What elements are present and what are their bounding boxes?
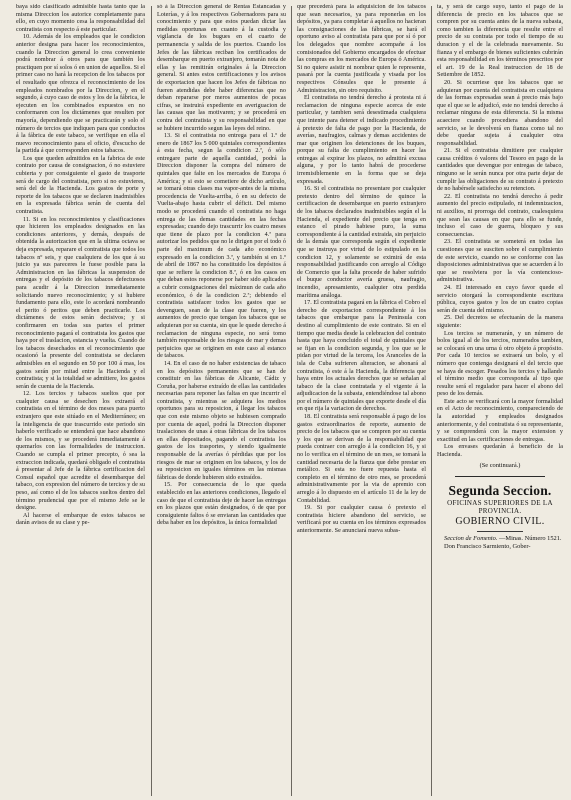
paragraph: 24. El interesado en cuyo favor quede el servicio otorgará la correspondiente escritura pública, cuyos gastos y los de un cuatro copias serán de cuenta del mismo. — [437, 284, 563, 314]
paragraph: 21. Si el contratista dimitiere por cualquier causa créditos ó valores del Tesoro en pago de la cantidades que devengue por entregas de tabaco, ninguno se le serán nunca por otra parte dejar de cumplir las obligaciones de su contrato á pretexto de no habérsele satisfecho su retencion. — [437, 148, 563, 193]
notice-first-line: Don Francisco Sarmiento, Gober- — [444, 542, 531, 550]
heading-divider — [477, 531, 523, 532]
section-divider — [455, 476, 545, 477]
paragraph: 19. Si por cualquier causa ó pretexto el contratista hiciere abandono del servicio, se verificará por su cuenta en los términos expresados anteriormente. Se anunciará nueva subas- — [297, 505, 426, 534]
notice-heading — [437, 535, 563, 543]
section-title: Segunda Seccion. — [448, 482, 552, 498]
paragraph: Los que queden admitidos en la fabrica de este contrato por causa de consignacion, ó no estuviere cubierta y por consiguiente el gasto de trasporte será de cargo del contratista, pero si no estuvieres, será del de la Hacienda. Los gastos de porte y reporte de los tabacos que se declaren inadmisibles en la expresada fábrica serán de cuenta del contratista. — [16, 155, 145, 216]
paragraph: 22. El contratista no tendrá derecho á pedir aumento del precio estipulado, ni indemnizacion, ni auxilios, ni prorroga del contrato, cualesquiera que sean las causas en que para ello se funde, incluso el caso de guerra, bloqueo y sus consecuencias. — [437, 193, 563, 238]
paragraph: 13. Si el contratista no entrega para el 1.º de enero de 1867 los 5 000 quintales correspondientes á esta fecha, segun la condicion 2.ª, ó sólo entregare parte de aquella cantidad, podrá la Direccion disponer la compra del número de quintales que falte en los mercados de Europa ó América; y si esto se cometiere de dicho artículo, se tomará otras clases ma vapor-antes de la misma procedencia de Vuelta-arriba, ó en su defecto de Vuelta-abajo hasta cubrir el déficit. Del mismo modo se procederá cuando el contratista no haga entrega de las demas cantidades en las fechas expresadas; cuando dejo trascurrir los cuatro meses que tiene de plazo por la condicion 4.ª para autorizar los pedidos que no le dirigen por el todo ó parte del maximum de cada año económico expresado en la condicion 3.ª, y también si en 1.º de abril de 1867 no ha constituido los depósitos á que se refiere la condicion 8.ª, ó en los casos en que deban estos reponerse por haber sido aplicados a cubrir consignaciones del máximun de cada año económico, ó de la condicion 2.ª; debiendo el contratista satisfacer todos los gastos que se devenguen, sean de la clase que fueren, y los aumentos de precio que tengan los tabacos que se adquieran por su cuenta, sin que le quede derecho á reclamacion de ninguna especie, no será tomo también responsable de los riesgos de mar y demas perjuicios que se originen en este caso al estanco de tabacos. — [157, 133, 286, 360]
paragraph: Los tercios se numerarán, y un número de bolos igual al de los tercios, numerados tambien, se colocará en una urna ú otro objeto á propósito. Por cada 10 tercios se extraerá un bolo, y el número que contenga designará el del tercio que se haya de escoger. Pesados los tercios y hallando el término medio que corresponda al tipo que resulte será el regulador para hacer el abono del peso de los demás. — [437, 330, 563, 398]
column-rule — [291, 6, 292, 796]
text-column-4 — [437, 4, 563, 800]
paragraph: que precederá para la adquisicion de los tabacos que sean necesarios, ya para reponerlas en los depósitos, ya para completar á aquellos no hacieran las consignaciones de las fábricas, se hará el oportuno aviso al contratista para que por sí ó por los delegados que nombre acompañe á los comisionados del Gobierno encargados de efectuar las compras en los mercados de Europa ó América. Si no quiere asistir ni nombrar quien le represente, pasará por la cuenta justificada y visada por los respectivos Cónsules que le presente á Administracion, sin otro requisito. — [297, 4, 426, 94]
paragraph: 12. Los tercios y tabacos sueltos que por cualquier causa se desechen los extraerá el contratista en el término de dos meses para puerto extranjero que este sitúado en el Mediterráneo; en la inteligencia de que trascurrido este periodo sin haberlo verificado se entenderá que hace abandono de los mismos, y se procederá inmediatamente á quemarlos con las formalidades de instruccion. Cuando se cumpla el primer precepto, ó sea la extraccion indicada, quedará obligado el contratista á presentar al Jefe de la fábrica certificacion del Consul español que acredite el desembarque del tabaco, con expresion del número de tercios y de su peso, así como el de los tabacos sueltos dentro del término prudencial que por el mismo Jefe se le designe. — [16, 391, 145, 512]
paragraph: 18. El contratista será responsable á pago de los gastos extraordinarios de reporte, aumento de precio de los tabacos que se compren por su cuenta y los que se derivan de la responsabilidad que pueda contraer con arreglo á la condicion 16, y si no lo verifica en el término de un mes, se tomará la cantidad necesaria de la fianza que debe prestar en metálico. Si esta no fuere repuesta hasta el completo en el término de otro mes, se procederá administrativamente por la via de apremio con arreglo á lo dispuesto en el artículo 11 de la ley de Contabilidad. — [297, 414, 426, 504]
office-heading: OFICINAS SUPERIORES DE LA PROVINCIA. — [447, 498, 553, 516]
paragraph: 23. El contratista se someterá en todas las cuestiones que se susciten sobre el cumplimiento de este servicio, cuando no se conforme con las disposiciones administrativas que se acuerden á lo que se resolviera por la vía contencioso-administrativa. — [437, 239, 563, 284]
continuation-note: (Se continuará.) — [479, 461, 521, 469]
paragraph: ta, y será de cargo suyo, tanto el pago de la diferencia de precio en los tabacos que se compren por su cuenta antes de la nueva subasta, como tambien la diferencia que resulte entre el precio de su contrata por todo el tiempo de su duracion y el de la celebrada nuevamente. Su fianza y el embargo de bienes suficientes cubrirán esta responsabilidad en los términos prescritos por el art. 19 de la Real instruccion de 18 de Setiembre de 1852. — [437, 4, 563, 79]
paragraph: 17. El contratista pagará en la fábrica el Cobro el derecho de exportacion correspondiente á los tabacos que embarque para la Peninsula con destino al cumplimiento de este contrato. Si en el tiempo que media desde la celebracion del contrato hasta que haya concluido el total de quintales que se fijan en la condicion segunda, y los que se le pidan por virtud de la tercera, los Aranceles de la isla de Cuba sufrieren alteracion, se abonará al contratista, ó este á la Hacienda, la diferencia que haya entre los actuales derechos que se señalan al tabaco de la clase contratada y el vigente á la adjudicacion de la subasta, entendiéndose tal abono por el número de quintales que exporte desde el día en que rija la variacion de derechos. — [297, 300, 426, 413]
paragraph: 25. Del decretos se efectuarán de la manera siguiente: — [437, 315, 563, 329]
paragraph: Los envases quedarán á beneficio de la Hacienda. — [437, 444, 563, 459]
paragraph: só á la Direccion general de Rentas Estancadas y Loterías, y á los respectivos Gobernadores para su conocimiento y para que estos puedan dictar las medidas oportunas en cuanto á la custodia y vigilancia de los bugues en el cuarto de permanencia y salida de los puertos. Cuando los Jefes de las fábricas reciban los certificados de desembarque en puerto extranjero, tomarán nota de ellas y las remitirán originales á la Direccion general. Si antes estos certificaciones y los avisos de exportacion que hacen los Jefes de fábricas no fueren atendidas debe haber diferencias que no deban repararse por meros aumentos de pocas cifras, se instruirá expediente en averiguacion de las causas que las motivaren; y se procederá en contra del contratista y su responsabilidad en que se hubiere incurrido segun las leyes del reino. — [157, 4, 286, 132]
paragraph: 15. Por consecuencia de lo que queda establecido en las anteriores condiciones, llegado el caso de que el contratista deje de hacer las entregas en los plazos que están designados, ó de que por consiguiente faltos ó se enviaran las cantidades que deba haber en los depósitos, la única formalidad — [157, 482, 286, 527]
paragraph: baya sido clasificado admisible hasta tanto que la misma Direccion los autorice completamente para ello, en cuyo momento cesa la responsabilidad del contratista con respecto á este particular. — [16, 4, 145, 33]
government-heading: GOBIERNO CIVIL. — [455, 515, 545, 527]
text-column-2 — [157, 4, 286, 800]
text-column-3 — [297, 4, 426, 800]
paragraph: 11. Si en los reconocimientos y clasificaciones que hicieren los empleados designados en las condiciones anteriores, y demás, después de obtenida la autorizacion que en la ultima octava se deja expresada, reparare el contratista que todos los tabacos nº seis, y que cualquiera de los que á su juicio ya sus pareceres le fuese posible para la Administracion en las fábricas la suspension de entregas y el depósito de los tabacos defectuosos para acudir á la Direccion inmediatamente solicitando nuevo reconocimiento; y si hubiere fundamento para ello, este lo acordará nombrando el perito ó peritos que deben practicarle. Los dictámenes de estos serán decisivos; y si confirmaren en todas sus partes el primer reconocimiento pagará el contratista los gastos que haya por el traslacion, estancia y vuelta. Cuando de los tabacos desechados en el reconocimiento que ocasionó la presente del contratista se declaren admisibles en el segundo en 50 por 100 á mas, los gastos serán por mitad entre la Hacienda y el contratista; y si la totalidad se admitiere, los gastos serán de cuenta de la Hacienda. — [16, 216, 145, 390]
column-rule — [431, 6, 432, 796]
paragraph: Al hacerse el embarque de estos tabacos se darán avisos de su clase y pe- — [16, 512, 145, 527]
paragraph: 10. Además de los empleados que le condicion anterior designa para hacer los reconocimientos, cuando la Direccion general lo crea conveniente podrá nombrar á otros para que también los practiquen por sí solos ó en union de aquellos. Si el primer caso no hará la recepcion de los tabacos por el resultado que ofrezca el reconocimiento de los empleados nombrados por la Direccion, y en el segundo, á cuyo caso de estos y los de la fábrica, le ejecuten en los combinados expuestos en no conformaren con los dictámenes que resulten por mayoría, dependiendo que se practicarán y solo el número de tercios que indiquen para que conductos á la fábrica de este tabaco, se verifique en ella el nuevo reconocimiento para el oficio, d'escucho de la partida á que corresponden estos tabacos. — [16, 34, 145, 155]
paragraph: Este acto se verificará con la mayor formalidad en el Acto de reconocimiento, compareciendo de la autoridad y empleados designados anteriormente, y del contratista ó su representante, y se comprenderá con la mayor extension y exactitud en las certificaciones de entregas. — [437, 398, 563, 443]
paragraph: El contratista no tendrá derecho á protesta ni á reclamacion de ninguna especie acerca de este particular, y tambien será desestimada cualquiera que intente para detener el indicado procedimiento á pretexto de falta de pago por la Hacienda, de averías, naufragios, calmas y demas accidentes de mar que originen los detenciones de los buques, porque su falta de cumplimiento en hacer las entregas al expirar los plazos, no admitirá excusa alguna, y por lo tanto habrá de procederse irremisiblemente en la forma que se deja expresada. — [297, 95, 426, 185]
paragraph: 16. Si el contratista no presentare por cualquier pretexto dentro del término de quince la certificacion de desembarque en puerto extranjero de los tabacos declarados inadmisibles según el la Hacienda, el expediente del precio que tenga en estanco el pirado habiese puro, la suma correspondiente á la cantidad extraida, sin perjuicio de la demás que corresponda según el expediente que se instruya por virtud de lo estipulado en la condicion 12, y solamente se eximirá de esta responsabilidad justificando con arreglo al Código de Comercio que la falta procede de haber sufrido el buque conductor avería gruesa, naufragio, incendio, apresamiento, cualquier otra perdida marítima análoga. — [297, 186, 426, 299]
paragraph: 14. En el caso de no haber existencias de tabaco en los depósitos permanentes que se han de constituir en las fábricas de Alicante, Cádiz y Coruña, por haberse extraído de ellas las cantidades necesarias para reponer las faltas en que incurrir el contratista, y mientras se adquiera los medios oportunos para su reposicion, á llegar los tabacos que con este mismo objeto se hubiesen comprado por cuenta de aquel, podrá la Direccion disponer traslaciones de unas á otras fábricas de los tabacos en ellas depositados, pagando el contratista los gastos de los trasportes, y siendo igualmente responsable de la averías ó pérdidas que por los riesgos de mar se originen en los tabacos, y los de su reposicion en iguales términos en las mismas fábricas de donde hubieren sido extraídos. — [157, 360, 286, 481]
department-name: Seccion de Fomento. — [444, 534, 498, 542]
column-rule — [151, 6, 152, 796]
paragraph: 20. Si ocurriese que los tabacos que se adquieran por cuenta del contratista en cualquiera de las formas expresadas sean á precio más bajo que el que se le adjudicó, este no tendrá derecho á reclamar ninguna de esta diferencia. Si la misma acaeciere cuando procediera abandono del servicio, se le devolverá en fianza como tal no debe quedar sujeta á cualquier otra responsabilidad. — [437, 79, 563, 147]
text-column-1 — [16, 4, 145, 800]
notice-number: —Minas. Número 1521. — [499, 534, 562, 542]
